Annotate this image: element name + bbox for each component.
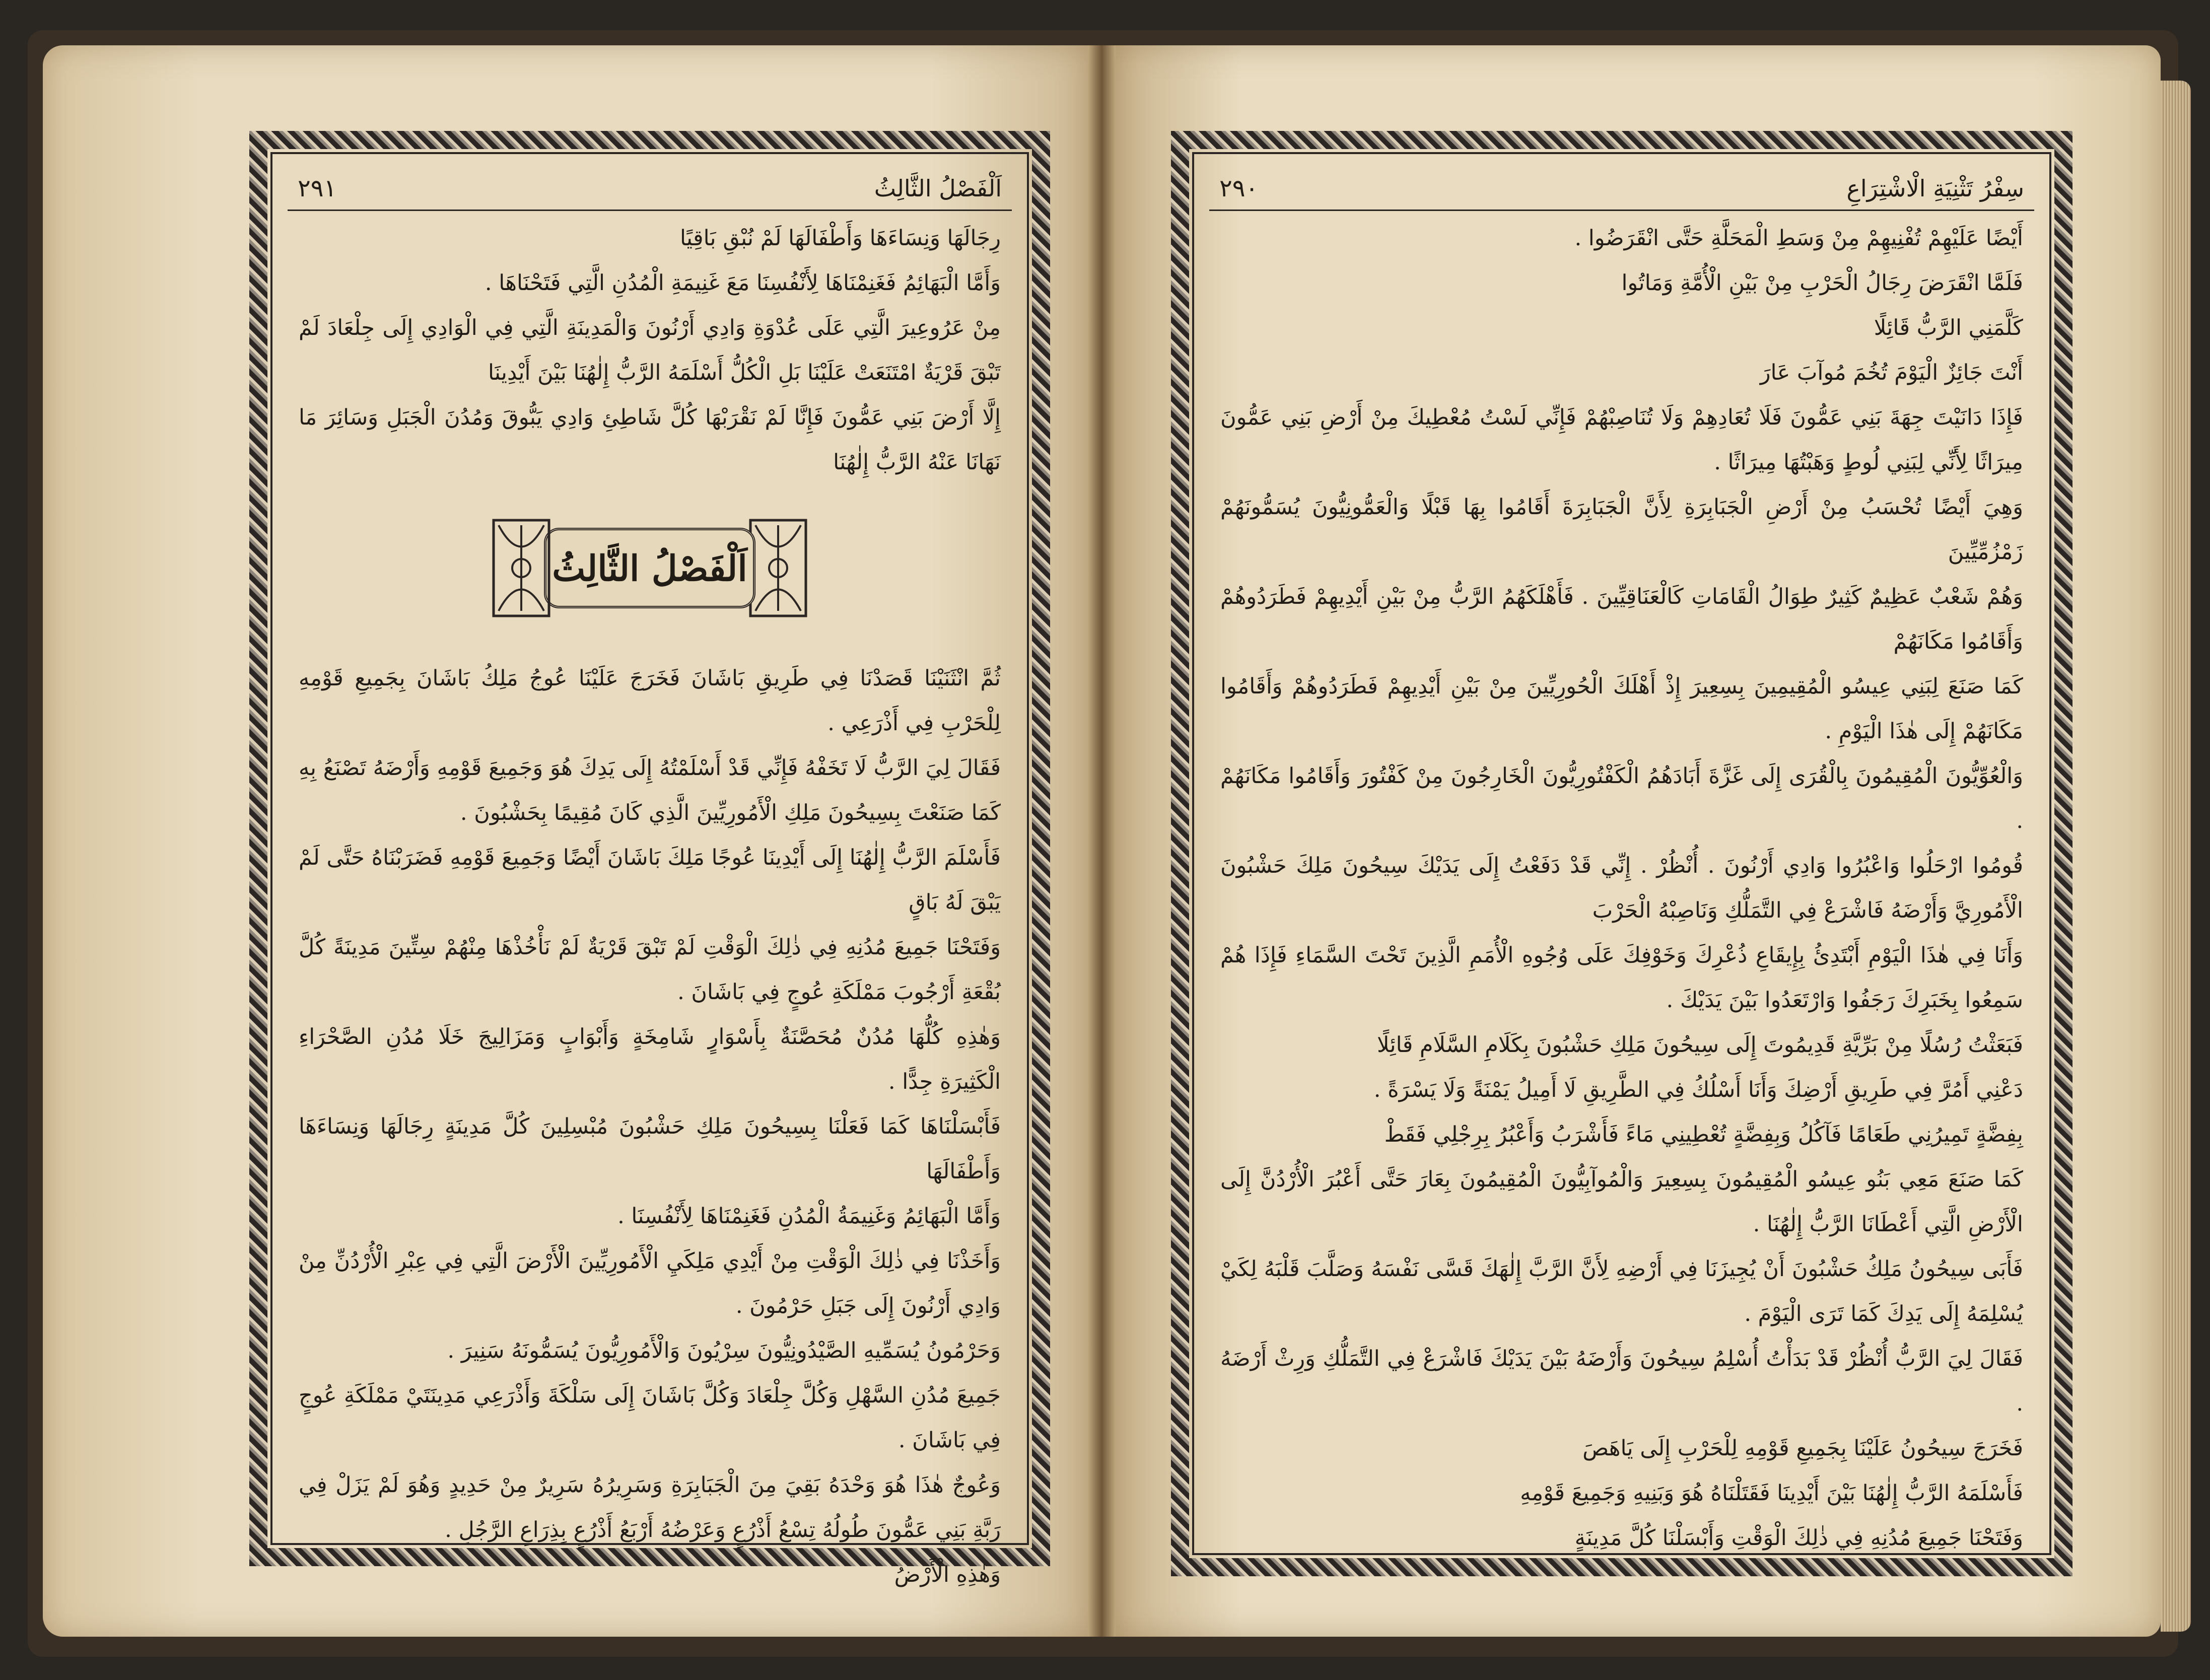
text-line: فَإِذَا دَانَيْتَ جِهَةَ بَنِي عَمُّونَ فَلَا تُعَادِهِمْ وَلَا تُنَاصِبْهُمْ فَإِنِّي لَسْتُ مُعْطِيكَ مِنْ أَرْضِ بَنِي عَمُّونَ مِيرَاثًا لِأَنِّي لِبَنِي لُوطٍ وَهَبْتُهَا مِيرَاثًا .	[1220, 405, 2023, 475]
text-line: مِنْ عَرُوعِيرَ الَّتِي عَلَى عُدْوَةِ وَادِي أَرْنُونَ وَالْمَدِينَةِ الَّتِي فِي الْوَادِي إِلَى جِلْعَادَ لَمْ تَبْقَ قَرْيَةٌ امْتَنَعَتْ عَلَيْنَا بَلِ الْكُلُّ أَسْلَمَهُ الرَّبُّ إِلٰهُنَا بَيْنَ أَيْدِينَا	[299, 315, 1001, 385]
left-page	[43, 45, 1088, 1637]
text-line: دَعْنِي أَمُرَّ فِي طَرِيقِ أَرْضِكَ وَأَنَا أَسْلُكُ فِي الطَّرِيقِ لَا أَمِيلُ يَمْنَةً وَلَا يَسْرَةً .	[1373, 1077, 2023, 1102]
text-line: كَمَا صَنَعَ لِبَنِي عِيسُو الْمُقِيمِينَ بِسِعِيرَ إِذْ أَهْلَكَ الْحُورِيِّينَ مِنْ بَيْنِ أَيْدِيهِمْ فَطَرَدُوهُمْ وَأَقَامُوا مَكَانَهُمْ إِلَى هٰذَا الْيَوْمِ .	[1220, 674, 2023, 744]
page-edges	[2161, 81, 2191, 1632]
right-running-header	[1209, 169, 2034, 211]
text-line: وَهٰذِهِ كُلُّهَا مُدُنٌ مُحَصَّنَةٌ بِأَسْوَارٍ شَامِخَةٍ وَأَبْوَابٍ وَمَزَالِيجَ خَلَا مُدُنِ الصَّحْرَاءِ الْكَثِيرَةِ جِدًّا .	[299, 1024, 1001, 1094]
text-line: ثُمَّ انْثَنَيْنَا قَصَدْنَا فِي طَرِيقِ بَاشَانَ فَخَرَجَ عَلَيْنَا عُوجُ مَلِكُ بَاشَانَ بِجَمِيعِ قَوْمِهِ لِلْحَرْبِ فِي أَذْرَعِي .	[299, 666, 1001, 736]
text-line: فَقَالَ لِيَ الرَّبُّ لَا تَخَفْهُ فَإِنِّي قَدْ أَسْلَمْتُهُ إِلَى يَدِكَ هُوَ وَجَمِيعَ قَوْمِهِ وَأَرْضَهُ تَصْنَعُ بِهِ كَمَا صَنَعْتَ بِسِيحُونَ مَلِكِ الْأَمُورِيِّينَ الَّذِي كَانَ مُقِيمًا بِحَشْبُونَ .	[299, 755, 1001, 825]
text-line: فَأَبَى سِيحُونُ مَلِكُ حَشْبُونَ أَنْ يُجِيزَنَا فِي أَرْضِهِ لِأَنَّ الرَّبَّ إِلٰهَكَ قَسَّى نَفْسَهُ وَصَلَّبَ قَلْبَهُ لِكَيْ يُسْلِمَهُ إِلَى يَدِكَ كَمَا تَرَى الْيَوْمَ .	[1220, 1256, 2023, 1326]
text-line: أَيْضًا عَلَيْهِمْ تُفْنِيهِمْ مِنْ وَسَطِ الْمَحَلَّةِ حَتَّى انْقَرَضُوا .	[1574, 226, 2023, 251]
text-line: إِلَّا أَرْضَ بَنِي عَمُّونَ فَإِنَّا لَمْ نَقْرَبْهَا كُلَّ شَاطِئِ وَادِي يَبُّوقَ وَمُدُنَ الْجَبَلِ وَسَائِرَ مَا نَهَانَا عَنْهُ الرَّبُّ إِلٰهُنَا	[299, 405, 1001, 475]
text-line: وَهٰذِهِ الْأَرْضُ	[894, 1562, 1001, 1587]
chapter-title: اَلْفَصْلُ الثَّالِثُ	[544, 528, 755, 608]
text-line: فَأَسْلَمَهُ الرَّبُّ إِلٰهُنَا بَيْنَ أَيْدِينَا فَقَتَلْنَاهُ هُوَ وَبَنِيهِ وَجَمِيعَ قَوْمِهِ	[1520, 1481, 2023, 1506]
text-line: وَفَتَحْنَا جَمِيعَ مُدُنِهِ فِي ذٰلِكَ الْوَقْتِ لَمْ تَبْقَ قَرْيَةٌ لَمْ نَأْخُذْهَا مِنْهُمْ سِتِّينَ مَدِينَةً كُلَّ بُقْعَةِ أَرْجُوبَ مَمْلَكَةِ عُوجٍ فِي بَاشَانَ .	[299, 935, 1001, 1005]
text-line: فَبَعَثْتُ رُسُلًا مِنْ بَرِّيَّةِ قَدِيمُوتَ إِلَى سِيحُونَ مَلِكِ حَشْبُونَ بِكَلَامِ السَّلَامِ قَائِلًا	[1376, 1032, 2023, 1058]
right-page	[1116, 45, 2161, 1637]
text-line: وَالْعُوِّيُّونَ الْمُقِيمُونَ بِالْقُرَى إِلَى غَزَّةَ أَبَادَهُمُ الْكَفْتُورِيُّونَ الْخَارِجُونَ مِنْ كَفْتُورَ وَأَقَامُوا مَكَانَهُمْ .	[1220, 763, 2023, 833]
right-running-title: سِفْرُ تَثْنِيَةِ الْاشْتِرَاعِ	[1846, 175, 2024, 202]
text-line: قُومُوا ارْحَلُوا وَاعْبُرُوا وَادِي أَرْنُونَ . أُنْظُرْ . إِنِّي قَدْ دَفَعْتُ إِلَى يَدَيْكَ سِيحُونَ مَلِكَ حَشْبُونَ الْأَمُورِيَّ وَأَرْضَهُ فَاشْرَعْ فِي التَّمَلُّكِ وَنَاصِبْهُ الْحَرْبَ	[1220, 853, 2023, 923]
right-page-ornamental-frame	[1171, 131, 2073, 1576]
text-line: وَأَمَّا الْبَهَائِمُ فَغَنِمْنَاهَا لِأَنْفُسِنَا مَعَ غَنِيمَةِ الْمُدُنِ الَّتِي فَتَحْنَاهَا .	[485, 270, 1001, 296]
text-line: وَهُمْ شَعْبٌ عَظِيمٌ كَثِيرٌ طِوَالُ الْقَامَاتِ كَالْعَنَاقِيِّينَ . فَأَهْلَكَهُمُ الرَّبُّ مِنْ بَيْنِ أَيْدِيهِمْ فَطَرَدُوهُمْ وَأَقَامُوا مَكَانَهُمْ	[1220, 584, 2023, 654]
text-line: فَقَالَ لِيَ الرَّبُّ أُنْظُرْ قَدْ بَدَأْتُ أُسْلِمُ سِيحُونَ وَأَرْضَهُ بَيْنَ يَدَيْكَ فَاشْرَعْ فِي التَّمَلُّكِ وَرِثْ أَرْضَهُ .	[1220, 1346, 2023, 1416]
text-line: وَعُوجٌ هٰذَا هُوَ وَحْدَهُ بَقِيَ مِنَ الْجَبَابِرَةِ وَسَرِيرُهُ سَرِيرٌ مِنْ حَدِيدٍ وَهُوَ لَمْ يَزَلْ فِي رَبَّةِ بَنِي عَمُّونَ طُولُهُ تِسْعُ أَذْرُعٍ وَعَرْضُهُ أَرْبَعُ أَذْرُعٍ بِذِرَاعِ الرَّجُلِ .	[299, 1473, 1001, 1543]
text-line: فَلَمَّا انْقَرَضَ رِجَالُ الْحَرْبِ مِنْ بَيْنِ الْأُمَّةِ وَمَاتُوا	[1621, 270, 2023, 296]
open-book	[28, 30, 2178, 1657]
text-line: كَمَا صَنَعَ مَعِي بَنُو عِيسُو الْمُقِيمُونَ بِسِعِيرَ وَالْمُوآبِيُّونَ الْمُقِيمُونَ بِعَارَ حَتَّى أَعْبُرَ الْأُرْدُنَّ إِلَى الْأَرْضِ الَّتِي أَعْطَانَا الرَّبُّ إِلٰهُنَا .	[1220, 1167, 2023, 1237]
text-line: جَمِيعَ مُدُنِ السَّهْلِ وَكُلَّ جِلْعَادَ وَكُلَّ بَاشَانَ إِلَى سَلْكَةَ وَأَذْرَعِي مَدِينَتَيْ مَمْلَكَةِ عُوجٍ فِي بَاشَانَ .	[299, 1383, 1001, 1453]
text-line: رِجَالَهَا وَنِسَاءَهَا وَأَطْفَالَهَا لَمْ نُبْقِ بَاقِيًا	[679, 226, 1001, 251]
text-line: أَنْتَ جَائِزٌ الْيَوْمَ تُخُمَ مُوآبَ عَارَ	[1760, 360, 2023, 385]
right-text-body	[1209, 211, 2034, 1561]
ornament-right-icon	[745, 515, 811, 621]
text-line: وَأَخَذْنَا فِي ذٰلِكَ الْوَقْتِ مِنْ أَيْدِي مَلِكَيِ الْأَمُورِيِّينَ الْأَرْضَ الَّتِي فِي عِبْرِ الْأُرْدُنِّ مِنْ وَادِي أَرْنُونَ إِلَى جَبَلِ حَرْمُونَ .	[299, 1248, 1001, 1318]
text-line: فَأَسْلَمَ الرَّبُّ إِلٰهُنَا إِلَى أَيْدِينَا عُوجًا مَلِكَ بَاشَانَ أَيْضًا وَجَمِيعَ قَوْمِهِ فَضَرَبْنَاهُ حَتَّى لَمْ يَبْقَ لَهُ بَاقٍ	[299, 845, 1001, 915]
text-line: وَحَرْمُونُ يُسَمِّيهِ الصَّيْدُونِيُّونَ سِرْيُونَ وَالْأَمُورِيُّونَ يُسَمُّونَهُ سَنِيرَ .	[447, 1338, 1001, 1363]
text-line: وَأَنَا فِي هٰذَا الْيَوْمِ أَبْتَدِئُ بِإِيقَاعِ ذُعْرِكَ وَخَوْفِكَ عَلَى وُجُوهِ الْأُمَمِ الَّذِينَ تَحْتَ السَّمَاءِ فَإِذَا هُمْ سَمِعُوا بِخَبَرِكَ رَجَفُوا وَارْتَعَدُوا بَيْنَ يَدَيْكَ .	[1220, 943, 2023, 1013]
text-line: بِفِضَّةٍ تَمِيرُنِي طَعَامًا فَآكُلُ وَبِفِضَّةٍ تُعْطِينِي مَاءً فَأَشْرَبُ وَأَعْبُرُ بِرِجْلِي فَقَطْ	[1384, 1122, 2023, 1147]
left-running-title: اَلْفَصْلُ الثَّالِثُ	[874, 175, 1002, 202]
left-page-ornamental-frame	[249, 131, 1050, 1587]
left-text-after-chapter	[288, 651, 1012, 1597]
text-line: وَفَتَحْنَا جَمِيعَ مُدُنِهِ فِي ذٰلِكَ الْوَقْتِ وَأَبْسَلْنَا كُلَّ مَدِينَةٍ	[1574, 1525, 2023, 1551]
text-line: وَهِيَ أَيْضًا تُحْسَبُ مِنْ أَرْضِ الْجَبَابِرَةِ لِأَنَّ الْجَبَابِرَةَ أَقَامُوا بِهَا قَبْلًا وَالْعَمُّونِيُّونَ يُسَمُّونَهُمْ زَمْزُمِّيِّينَ	[1220, 495, 2023, 565]
text-line: فَأَبْسَلْنَاهَا كَمَا فَعَلْنَا بِسِيحُونَ مَلِكِ حَشْبُونَ مُبْسِلِينَ كُلَّ مَدِينَةٍ رِجَالَهَا وَنِسَاءَهَا وَأَطْفَالَهَا	[299, 1114, 1001, 1184]
ornament-left-icon	[489, 515, 554, 621]
text-line: كَلَّمَنِي الرَّبُّ قَائِلًا	[1874, 315, 2023, 340]
left-page-number: ٢٩١	[298, 174, 337, 202]
chapter-heading-cartouche	[489, 505, 811, 631]
right-page-number: ٢٩٠	[1219, 174, 1259, 202]
text-line: وَأَمَّا الْبَهَائِمُ وَغَنِيمَةُ الْمُدُنِ فَغَنِمْنَاهَا لِأَنْفُسِنَا .	[617, 1204, 1001, 1229]
book-gutter	[1088, 45, 1116, 1637]
left-text-before-chapter	[288, 211, 1012, 485]
left-running-header	[288, 169, 1012, 211]
text-line: فَخَرَجَ سِيحُونُ عَلَيْنَا بِجَمِيعِ قَوْمِهِ لِلْحَرْبِ إِلَى يَاهَصَ	[1582, 1436, 2023, 1461]
